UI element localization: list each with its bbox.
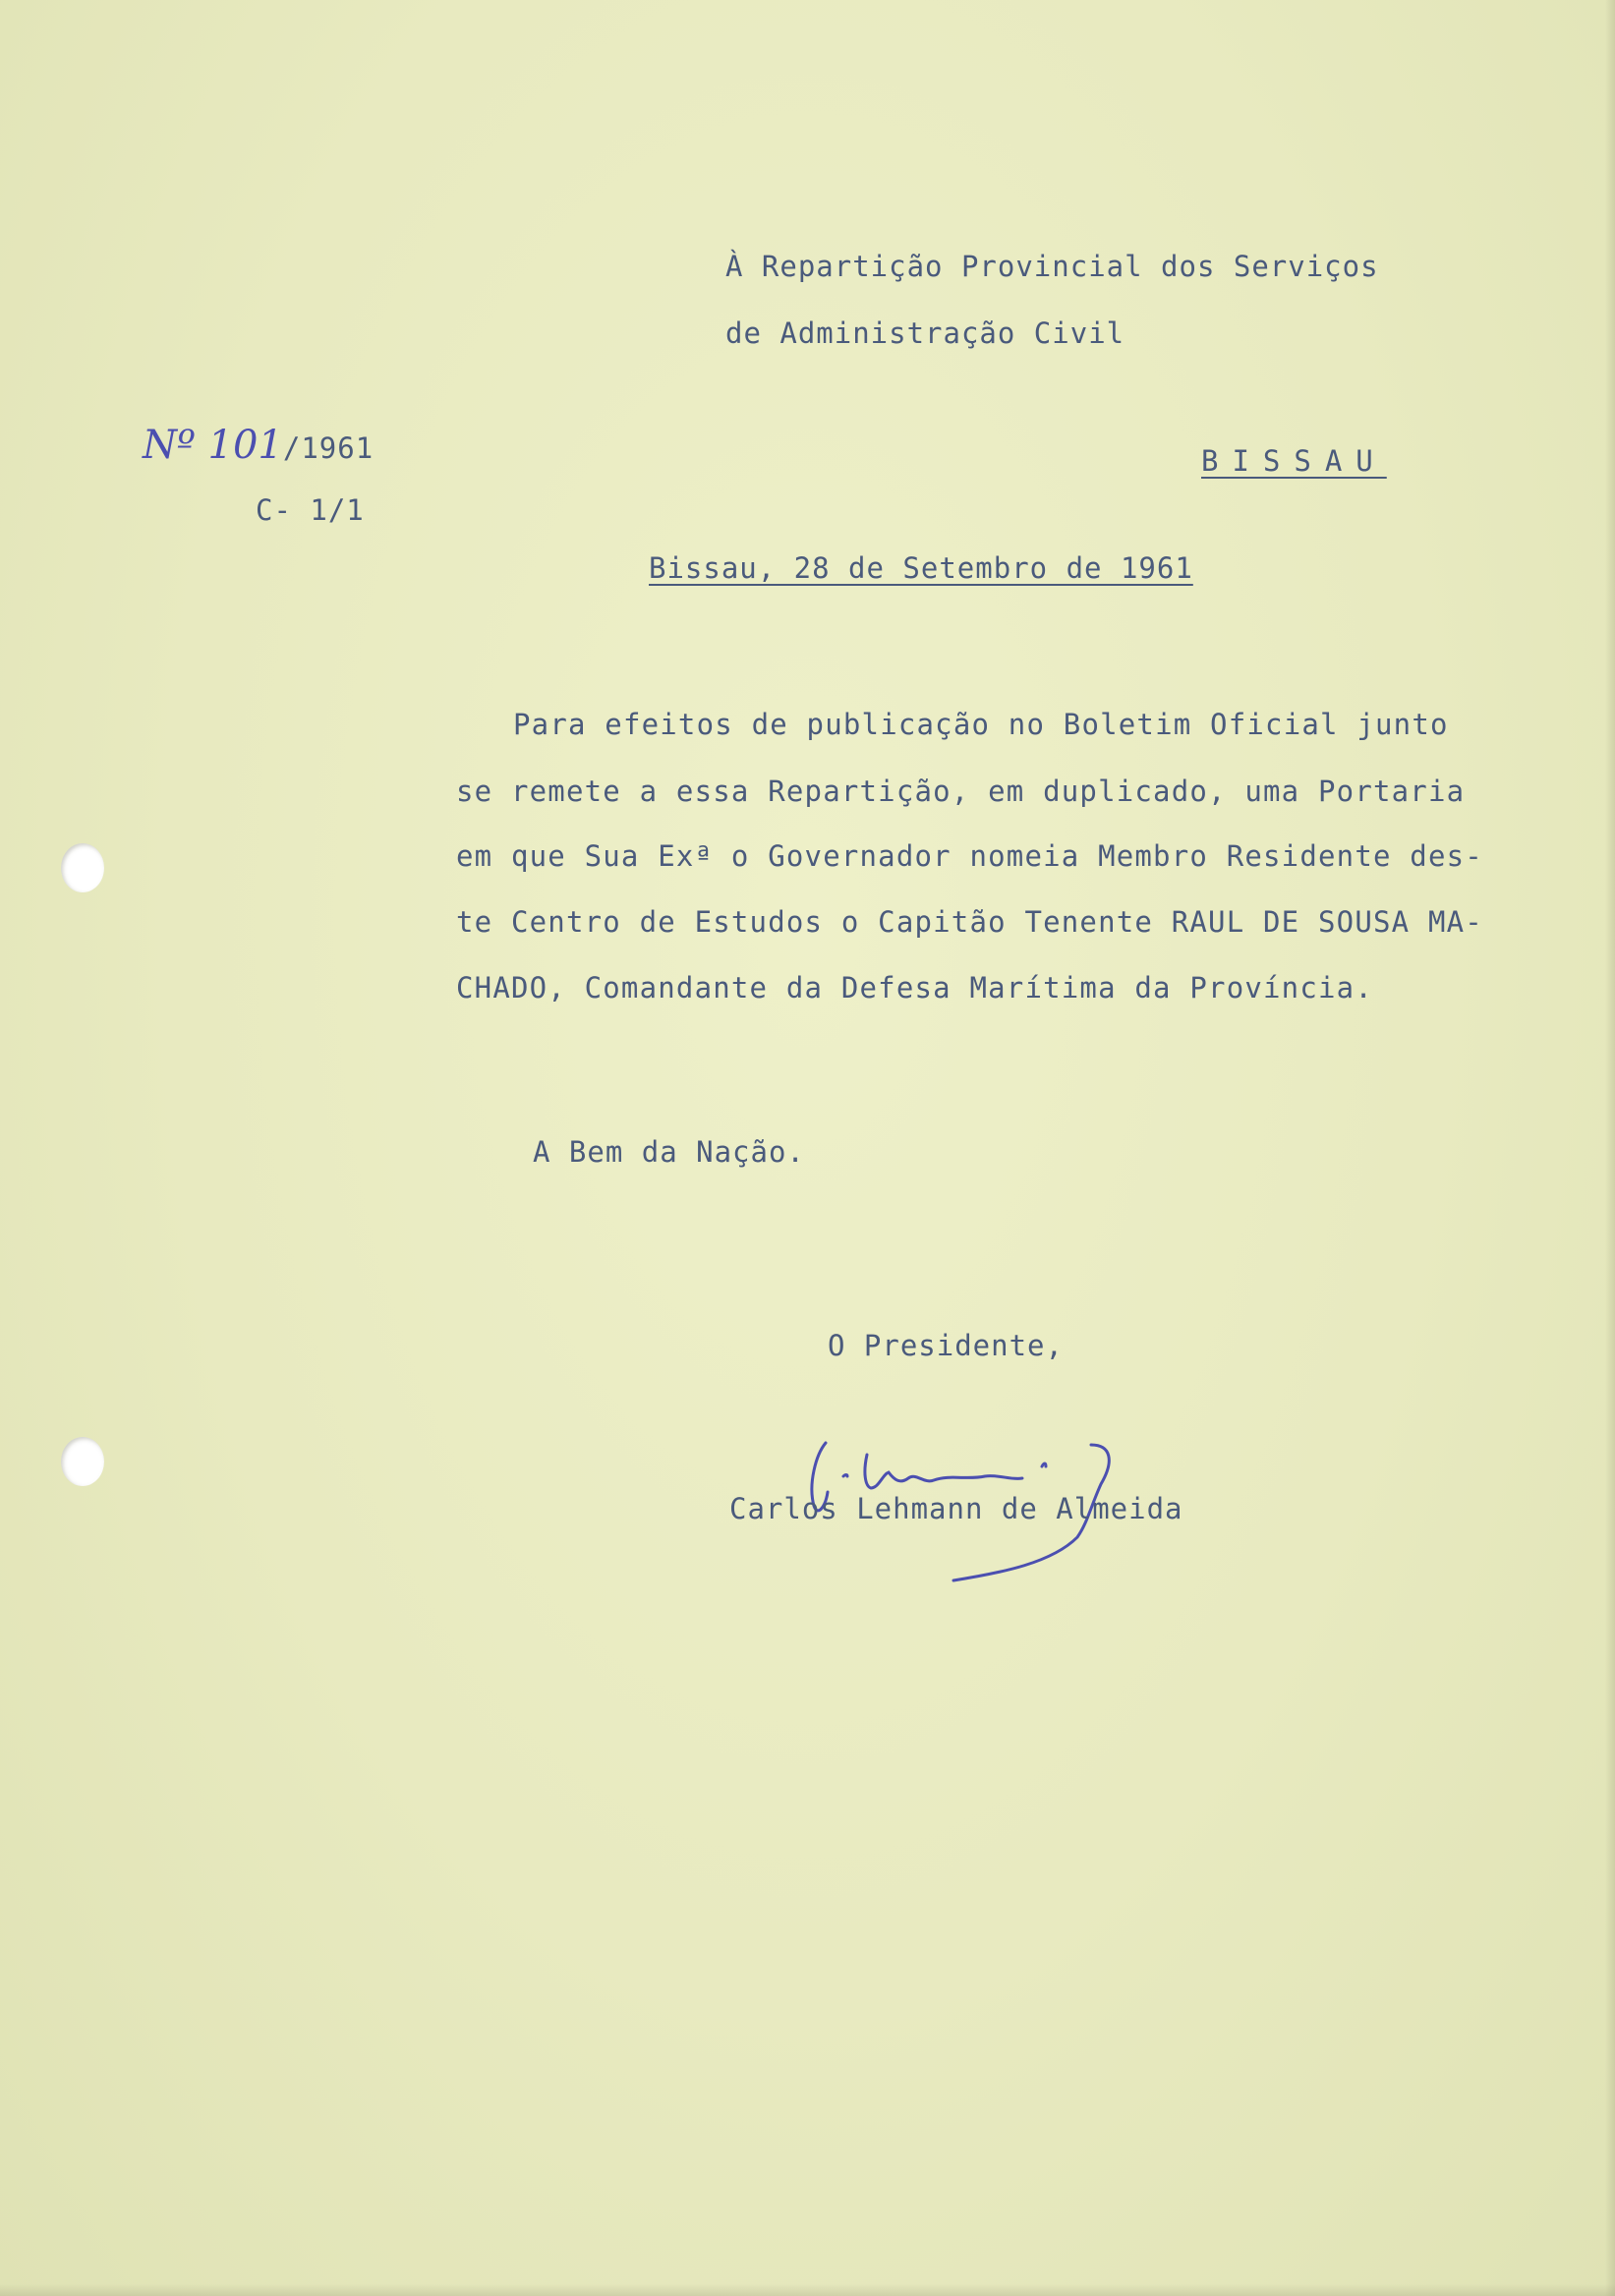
body-line-5: CHADO, Comandante da Defesa Marítima da Província. [456, 971, 1373, 1004]
punch-hole-top [61, 843, 104, 892]
paper-edge-shadow-bottom [0, 2284, 1615, 2296]
reference-number [143, 423, 374, 468]
reference-year: /1961 [282, 431, 375, 465]
date-line: Bissau, 28 de Setembro de 1961 [649, 551, 1193, 585]
addressee-line-2: de Administração Civil [725, 316, 1125, 350]
handwritten-reference: Nº 101 [143, 423, 283, 468]
signatory-name: Carlos Lehmann de Almeida [729, 1492, 1183, 1525]
body-line-4: te Centro de Estudos o Capitão Tenente RAUL DE SOUSA MA- [456, 905, 1483, 939]
paper-edge-shadow-right [1605, 0, 1615, 2296]
body-line-2: se remete a essa Repartição, em duplicado, uma Portaria [456, 775, 1466, 808]
body-line-3: em que Sua Exª o Governador nomeia Membro Residente des- [456, 839, 1483, 873]
addressee-line-1: À Repartição Provincial dos Serviços [725, 250, 1379, 283]
closing-salutation: A Bem da Nação. [533, 1135, 805, 1169]
punch-hole-bottom [61, 1437, 104, 1486]
body-line-1: Para efeitos de publicação no Boletim Oficial junto [513, 708, 1449, 741]
reference-code: C- 1/1 [256, 493, 365, 527]
addressee-city: BISSAU [1201, 444, 1387, 478]
signature-title: O Presidente, [828, 1329, 1064, 1362]
